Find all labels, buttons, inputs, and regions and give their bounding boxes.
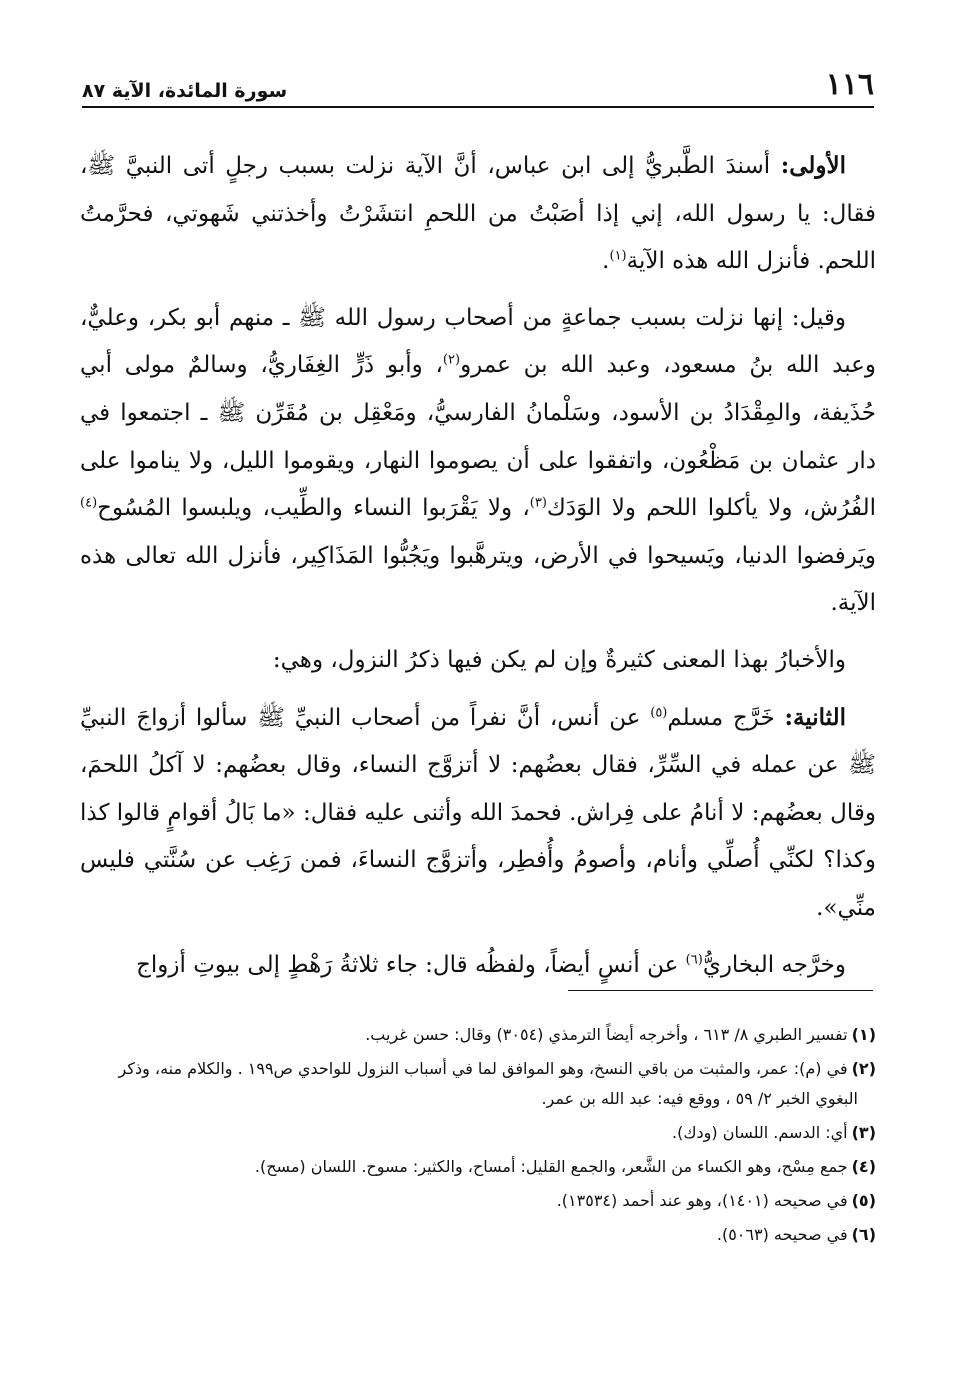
footnotes [80, 1020, 876, 1254]
paragraph-first-reason [80, 142, 876, 286]
paragraph-text: ، وأبو ذَرٍّ الغِفَاريُّ، وسالمٌ مولى أبي حُذَيفة، والمِقْدَادُ بن الأسود، وسَلْمانُ الفارسيُّ، ومَعْقِل بن مُقَرِّن ﷺ ـ اجتمعوا في دار عثمان بن مَظْعُون، واتفقوا على أن يصوموا النهار، ويقوموا الليل، ولا يناموا على الفُرُش، ولا يأكلوا اللحم ولا الوَدَك [80, 352, 876, 522]
paragraph-text: ويَرفضوا الدنيا، ويَسيحوا في الأرض، ويترهَّبوا ويَجُبُّوا المَذَاكِير، فأنزل الله تعالى هذه الآية. [80, 542, 876, 617]
footnote-ref: (٥) [650, 704, 668, 720]
footnote-item [80, 1152, 876, 1182]
page-number: ١١٦ [825, 67, 874, 102]
footnote-number: (٣) [851, 1123, 876, 1142]
paragraph-text: . [602, 248, 610, 275]
footnote-ref: (١) [609, 248, 627, 264]
paragraph-companions [80, 295, 876, 628]
footnote-item [80, 1186, 876, 1216]
paragraph-bukhari [80, 942, 876, 990]
footnote-item [80, 1020, 876, 1050]
paragraph-lead: الأولى: [780, 152, 846, 179]
paragraph-second-reason [80, 694, 876, 933]
paragraph-text: وخرَّجه البخاريُّ [702, 951, 846, 978]
footnote-ref: (٢) [442, 352, 461, 368]
footnote-item [80, 1220, 876, 1250]
footnote-ref: (٣) [529, 495, 547, 511]
footnote-number: (٤) [851, 1157, 876, 1176]
paragraph-text: عن أنسٍ أيضاً، ولفظُه قال: جاء ثلاثةُ رَهْطٍ إلى بيوتِ أزواج [136, 951, 686, 978]
footnote-number: (٥) [851, 1191, 876, 1210]
page-header [82, 62, 874, 108]
footnote-number: (٢) [851, 1059, 876, 1078]
footnote-text: في صحيحه (٥٠٦٣). [716, 1225, 848, 1244]
footnote-text: جمع مِسْح، وهو الكساء من الشَّعر، والجمع القليل: أمساح، والكثير: مسوح. اللسان (مسح). [254, 1157, 848, 1176]
footnote-number: (١) [851, 1025, 876, 1044]
footnote-text: في صحيحه (١٤٠١)، وهو عند أحمد (١٣٥٣٤). [556, 1191, 848, 1210]
footnote-text: أي: الدسم. اللسان (ودك). [672, 1123, 848, 1142]
paragraph-text: وقيل: إنها نزلت بسبب جماعةٍ من أصحاب رسول الله ﷺ ـ منهم أبو بكر، وعليٌّ، وعبد الله بنُ مسعود، وعبد الله بن عمرو [80, 304, 876, 379]
footnote-divider [568, 990, 873, 991]
paragraph-text: والأخبارُ بهذا المعنى كثيرةٌ وإن لم يكن فيها ذكرُ النزول، وهي: [272, 646, 846, 673]
main-text [80, 142, 876, 998]
running-title: سورة المائدة، الآية ٨٧ [82, 80, 288, 102]
footnote-ref: (٤) [80, 495, 98, 511]
footnote-ref: (٦) [685, 951, 703, 967]
footnote-item [80, 1118, 876, 1148]
paragraph-text: عن أنس، أنَّ نفراً من أصحاب النبيِّ ﷺ سألوا أزواجَ النبيِّ ﷺ عن عمله في السِّرِّ، فقال بعضُهم: لا أتزوَّج النساء، وقال بعضُهم: لا آكلُ اللحمَ، وقال بعضُهم: لا أنامُ على فِراش. فحمدَ الله وأثنى عليه فقال: «ما بَالُ أقوامٍ قالوا كذا وكذا؟ لكنِّي أُصلِّي وأنام، وأصومُ وأُفطِر، وأتزوَّج النساءَ، فمن رَغِب عن سُنَّتي فليس منِّي». [80, 704, 876, 921]
paragraph-text: أسندَ الطَّبريُّ إلى ابن عباس، أنَّ الآية نزلت بسبب رجلٍ أتى النبيَّ ﷺ، فقال: يا رسول الله، إني إذا أصَبْتُ من اللحمِ انتشَرْتُ وأخذتني شَهوتي، فحرَّمتُ اللحم. فأنزل الله هذه الآية [80, 153, 876, 275]
paragraph-reports [80, 637, 876, 685]
paragraph-text: ، ولا يَقْرَبوا النساء والطِّيب، ويلبسوا المُسُوح [97, 495, 530, 522]
footnote-text: في (م): عمر، والمثبت من باقي النسخ، وهو الموافق لما في أسباب النزول للواحدي ص١٩٩ . والكلام منه، وذكر البغوي الخبر ٢/ ٥٩ ، ووقع فيه: عبد الله بن عمر. [118, 1059, 858, 1108]
paragraph-text: خَرَّج مسلم [667, 704, 785, 731]
paragraph-lead: الثانية: [784, 703, 846, 731]
footnote-text: تفسير الطبري ٨/ ٦١٣ ، وأخرجه أيضاً الترمذي (٣٠٥٤) وقال: حسن غريب. [365, 1025, 848, 1044]
footnote-item [80, 1054, 876, 1114]
footnote-number: (٦) [851, 1225, 876, 1244]
